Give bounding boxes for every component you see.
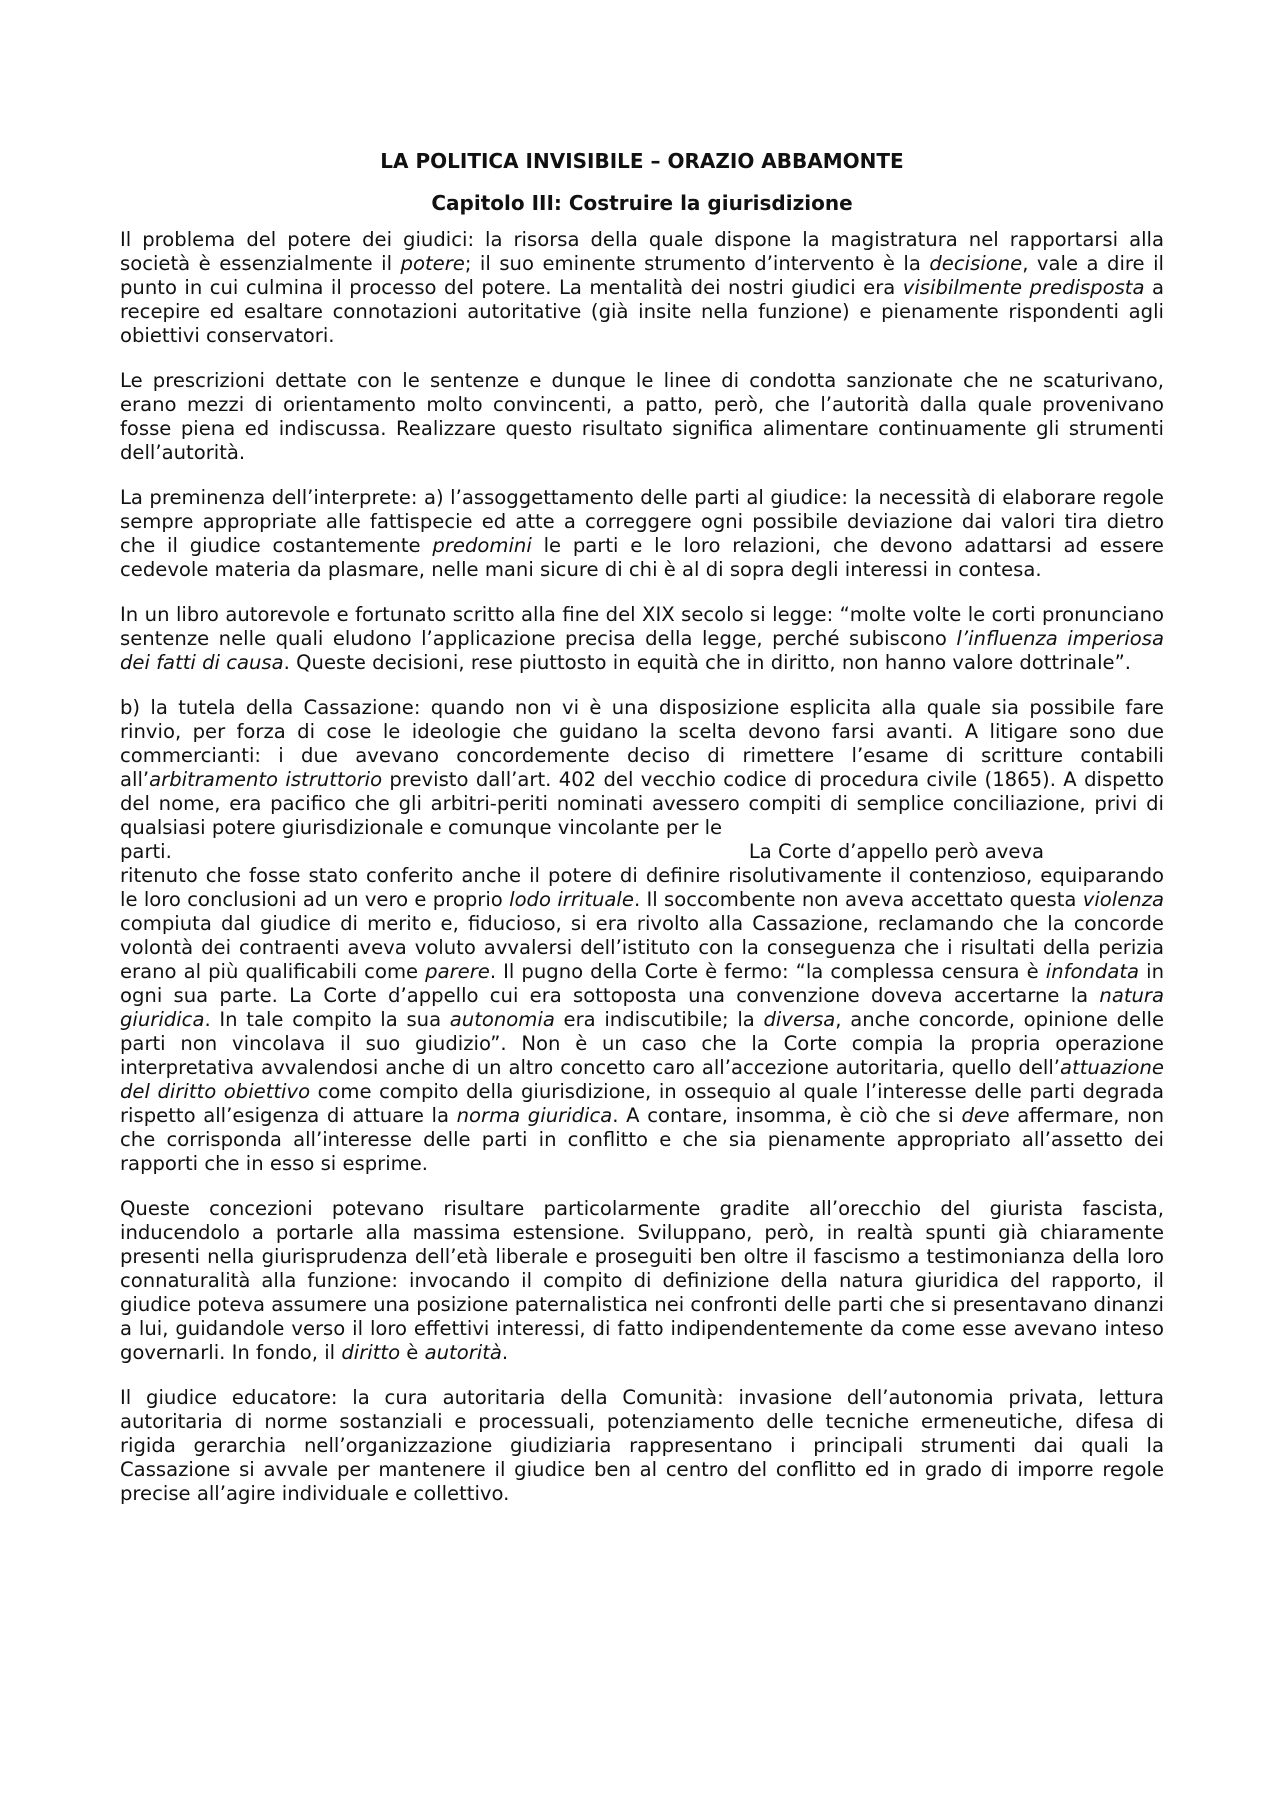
paragraph-3 xyxy=(120,486,1164,582)
text-run: come compito della giurisdizione, in ossequio al quale l’interesse delle parti degrada rispetto all’esigenza di attuare la xyxy=(120,1080,1164,1127)
italic-run: potere xyxy=(400,252,465,275)
italic-run: deve xyxy=(961,1104,1010,1127)
paragraph-5-continued xyxy=(120,864,1164,1176)
text-run: affermare, non che corrisponda all’interesse delle parti in conflitto e che sia pienamente appropriato all’assetto dei rapporti che in esso si esprime. xyxy=(120,1104,1164,1175)
text-run: compiuta dal giudice di merito e, fiducioso, si era rivolto alla Cassazione, reclamando che la concorde volontà dei contraenti aveva voluto avvalersi dell’istituto con la conseguenza che i risultati della perizia erano al più qualificabili come xyxy=(120,912,1164,983)
italic-run: natura giuridica xyxy=(120,984,1164,1031)
text-run: ; il suo eminente strumento d’intervento è la xyxy=(464,252,930,275)
text-run: è xyxy=(400,1341,425,1364)
italic-run: decisione xyxy=(929,252,1023,275)
text-run: Il problema del potere dei giudici: la risorsa della quale dispone la magistratura nel rapportarsi alla società è essenzialmente il xyxy=(120,228,1164,275)
paragraph-4 xyxy=(120,603,1164,675)
italic-run: predomini xyxy=(432,534,532,557)
text-run: . Il soccombente non aveva accettato questa xyxy=(633,888,1083,911)
paragraph-1 xyxy=(120,228,1164,348)
text-run: previsto dall’art. 402 del vecchio codice di procedura civile (1865). A dispetto del nome, era pacifico che gli arbitri-periti nominati avessero compiti di semplice conciliazione, privi di qualsiasi potere giurisdizionale e comunque vincolante per le xyxy=(120,768,1165,839)
italic-run: parere xyxy=(425,960,490,983)
italic-run: autorità xyxy=(424,1341,502,1364)
text-run: le parti e le loro relazioni, che devono adattarsi ad essere cedevole materia da plasmare, nelle mani sicure di chi è al di sopra degli interessi in contesa. xyxy=(120,534,1164,581)
text-run: . A contare, insomma, è ciò che si xyxy=(612,1104,962,1127)
text-run: La preminenza dell’interprete: a) l’assoggettamento delle parti al giudice: la necessità di elaborare regole sempre appropriate alle fattispecie ed atte a correggere ogni possibile deviazione dai valori tira dietro che il giudice costantemente xyxy=(120,486,1164,557)
text-run: Il giudice educatore: la cura autoritaria della Comunità: invasione dell’autonomia privata, lettura autoritaria di norme sostanziali e processuali, potenziamento delle tecniche ermeneutiche, difesa di rigida gerarchia nell’organizzazione giudiziaria rappresentano i principali strumenti dai quali la Cassazione si avvale per mantenere il giudice ben al centro del conflitto ed in grado di imporre regole precise all’agire individuale e collettivo. xyxy=(120,1386,1164,1505)
text-run: parti. xyxy=(120,840,172,863)
italic-run: visibilmente predisposta xyxy=(902,276,1145,299)
text-run: . Queste decisioni, rese piuttosto in equità che in diritto, non hanno valore dottrinale”. xyxy=(283,651,1131,674)
italic-run: autonomia xyxy=(449,1008,555,1031)
text-run: La Corte d’appello però aveva xyxy=(748,840,1044,863)
text-run: . In tale compito la sua xyxy=(204,1008,450,1031)
italic-run: l’influenza imperiosa dei fatti di causa xyxy=(120,627,1165,674)
italic-run: lodo irrituale xyxy=(509,888,634,911)
italic-run: attuazione del diritto obiettivo xyxy=(120,1056,1164,1103)
document-title: LA POLITICA INVISIBILE – ORAZIO ABBAMONTE xyxy=(380,149,904,173)
text-run: , anche concorde, opinione delle parti non vincolava il suo giudizio”. Non è un caso che la Corte compia la propria operazione interpretativa avvalendosi anche di un altro concetto caro all’accezione autoritaria, quello dell’ xyxy=(120,1008,1165,1079)
paragraph-6 xyxy=(120,1197,1164,1365)
document-page xyxy=(120,148,1164,1527)
text-run: a recepire ed esaltare connotazioni autoritative (già insite nella funzione) e pienamente rispondenti agli obiettivi conservatori. xyxy=(120,276,1164,347)
text-run: In un libro autorevole e fortunato scritto alla fine del XIX secolo si legge: “molte volte le corti pronunciano sentenze nelle quali eludono l’applicazione precisa della legge, perché subiscono xyxy=(120,603,1164,650)
text-run: Queste concezioni potevano risultare particolarmente gradite all’orecchio del giurista fascista, inducendolo a portarle alla massima estensione. Sviluppano, però, in realtà spunti già chiaramente presenti nella giurisprudenza dell’età liberale e proseguiti ben oltre il fascismo a testimonianza della loro connaturalità alla funzione: invocando il compito di definizione della natura giuridica del rapporto, il giudice poteva assumere una posizione paternalistica nei confronti delle parti che si presentavano dinanzi a lui, guidandole verso il loro effettivi interessi, di fatto indipendentemente da come esse avevano inteso governarli. In fondo, il xyxy=(120,1197,1164,1364)
chapter-title: Capitolo III: Costruire la giurisdizione xyxy=(431,191,853,215)
paragraph-5-split-line xyxy=(120,840,1164,864)
italic-run: arbitramento istruttorio xyxy=(149,768,383,791)
text-run: ritenuto che fosse stato conferito anche il potere di definire risolutivamente il contenzioso, equiparando le loro conclusioni ad un vero e proprio xyxy=(120,864,1164,911)
text-run: , vale a dire il punto in cui culmina il processo del potere. La mentalità dei nostri giudici era xyxy=(120,252,1164,299)
text-run: Le prescrizioni dettate con le sentenze e dunque le linee di condotta sanzionate che ne scaturivano, erano mezzi di orientamento molto convincenti, a patto, però, che l’autorità dalla quale provenivano fosse piena ed indiscussa. Realizzare questo risultato significa alimentare continuamente gli strumenti dell’autorità. xyxy=(120,369,1164,464)
paragraph-5 xyxy=(120,696,1164,840)
text-run: . Il pugno della Corte è fermo: “la complessa censura è xyxy=(489,960,1046,983)
text-run: b) la tutela della Cassazione: quando non vi è una disposizione esplicita alla quale sia possibile fare rinvio, per forza di cose le ideologie che guidano la scelta devono farsi avanti. A litigare sono due commercianti: i due avevano concordemente deciso di rimettere l’esame di scritture contabili all’ xyxy=(120,696,1164,791)
text-run: era indiscutibile; la xyxy=(554,1008,764,1031)
italic-run: diversa xyxy=(763,1008,836,1031)
italic-run: norma giuridica xyxy=(456,1104,613,1127)
paragraph-7 xyxy=(120,1386,1164,1506)
text-run: in ogni sua parte. La Corte d’appello cui era sottoposta una convenzione doveva accertarne la xyxy=(120,960,1165,1007)
italic-run: diritto xyxy=(341,1341,401,1364)
italic-run: infondata xyxy=(1045,960,1140,983)
italic-run: violenza xyxy=(1082,888,1164,911)
text-run: . xyxy=(501,1341,509,1364)
paragraph-2 xyxy=(120,369,1164,465)
